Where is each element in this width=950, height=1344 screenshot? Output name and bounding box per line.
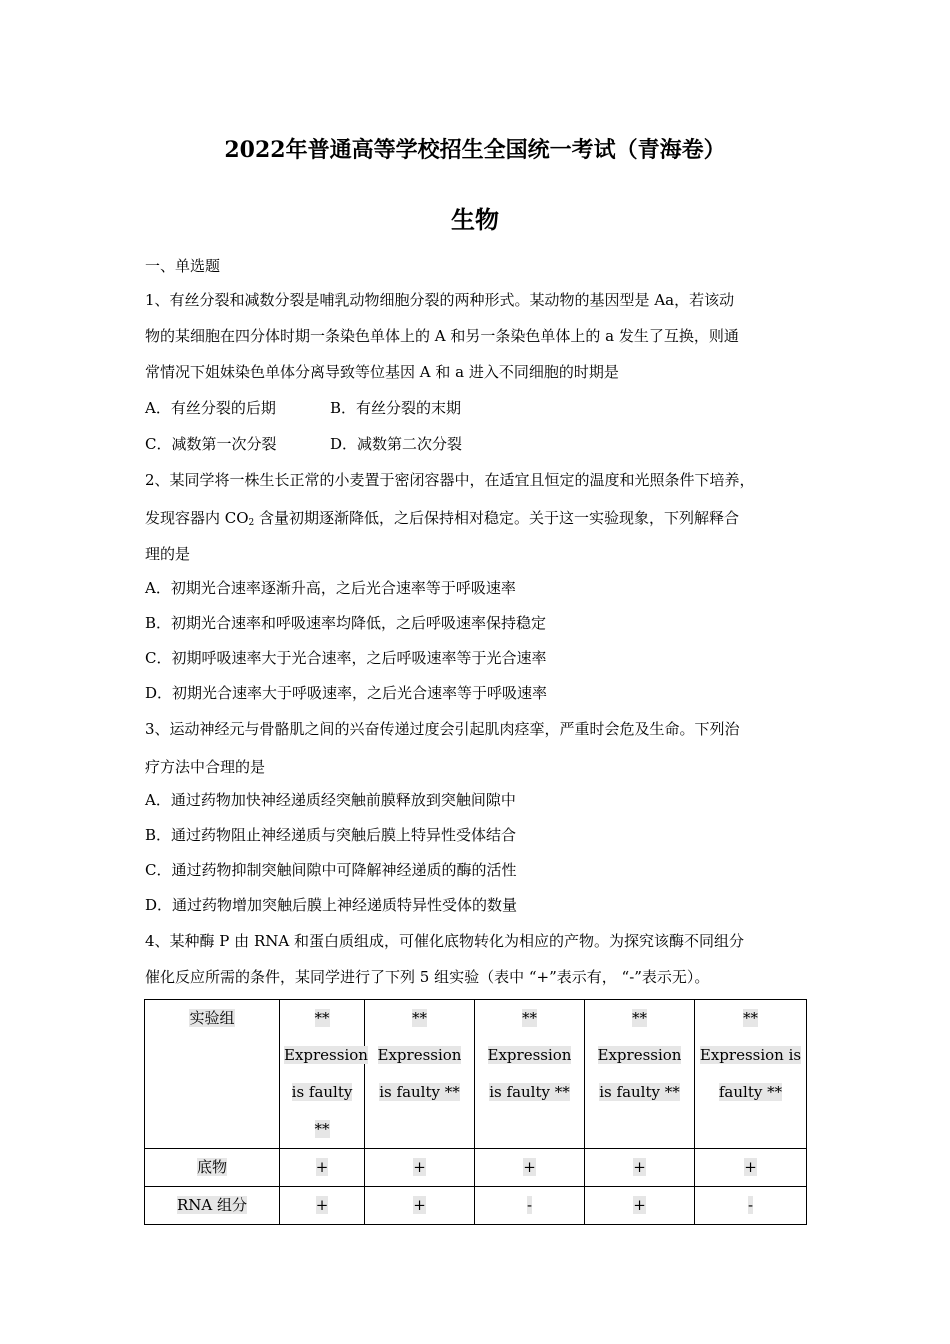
q1-line-1: 1、有丝分裂和减数分裂是哺乳动物细胞分裂的两种形式。某动物的基因型是 Aa，若该动 — [145, 291, 735, 309]
q2-option-a: A．初期光合速率逐渐升高，之后光合速率等于呼吸速率 — [145, 579, 516, 597]
q1-option-b: B．有丝分裂的末期 — [330, 399, 462, 417]
q1-option-c: C．减数第一次分裂 — [145, 435, 277, 453]
q3-line-2: 疗方法中合理的是 — [145, 758, 266, 776]
table-cell: + — [365, 1187, 475, 1225]
q2-option-b: B．初期光合速率和呼吸速率均降低，之后呼吸速率保持稳定 — [145, 614, 547, 632]
section-heading: 一、单选题 — [145, 257, 221, 275]
q2-line-2: 发现容器内 $CO_2$ 含量初期逐渐降低，之后保持相对稳定。关于这一实验现象，下列解释合 — [145, 509, 740, 528]
table-row — [145, 1149, 807, 1187]
q2-line-1: 2、某同学将一株生长正常的小麦置于密闭容器中，在适宜且恒定的温度和光照条件下培养， — [145, 471, 755, 489]
table-cell: - — [475, 1187, 585, 1225]
q3-option-d: D．通过药物增加突触后膜上神经递质特异性受体的数量 — [145, 896, 518, 914]
table-cell: + — [585, 1149, 695, 1187]
table-header-cell: ** Expression is faulty ** — [280, 1000, 365, 1149]
table-header-cell: ** Expression is faulty ** — [585, 1000, 695, 1149]
table-cell: + — [695, 1149, 807, 1187]
table-header-cell: ** Expression is faulty ** — [695, 1000, 807, 1149]
table-header-label: 实验组 — [145, 1000, 280, 1149]
q3-option-b: B．通过药物阻止神经递质与突触后膜上特异性受体结合 — [145, 826, 517, 844]
table-header-cell: ** Expression is faulty ** — [365, 1000, 475, 1149]
table-cell: + — [280, 1149, 365, 1187]
q2-line-3: 理的是 — [145, 545, 191, 563]
table-header-cell: ** Expression is faulty ** — [475, 1000, 585, 1149]
q1-option-a: A．有丝分裂的后期 — [145, 399, 276, 417]
q1-line-2: 物的某细胞在四分体时期一条染色单体上的 A 和另一条染色单体上的 a 发生了互换，则通 — [145, 327, 739, 345]
q1-line-3: 常情况下姐妹染色单体分离导致等位基因 A 和 a 进入不同细胞的时期是 — [145, 363, 619, 381]
table-header-row — [145, 1000, 807, 1149]
exam-title: 2022年普通高等学校招生全国统一考试（青海卷） — [224, 137, 726, 163]
table-row-label: RNA 组分 — [145, 1187, 280, 1225]
table-row-label: 底物 — [145, 1149, 280, 1187]
experiment-table — [144, 999, 807, 1225]
table-cell: + — [585, 1187, 695, 1225]
q2-option-d: D．初期光合速率大于呼吸速率，之后光合速率等于呼吸速率 — [145, 684, 548, 702]
subject-title: 生物 — [451, 205, 499, 234]
table-row — [145, 1187, 807, 1225]
q1-option-d: D．减数第二次分裂 — [330, 435, 463, 453]
q2-option-c: C．初期呼吸速率大于光合速率，之后呼吸速率等于光合速率 — [145, 649, 547, 667]
q3-option-c: C．通过药物抑制突触间隙中可降解神经递质的酶的活性 — [145, 861, 517, 879]
table-cell: + — [475, 1149, 585, 1187]
table-cell: + — [365, 1149, 475, 1187]
table-cell: - — [695, 1187, 807, 1225]
q4-line-1: 4、某种酶 P 由 RNA 和蛋白质组成，可催化底物转化为相应的产物。为探究该酶不同组分 — [145, 932, 744, 950]
q3-line-1: 3、运动神经元与骨骼肌之间的兴奋传递过度会引起肌肉痉挛，严重时会危及生命。下列治 — [145, 720, 740, 738]
table-cell: + — [280, 1187, 365, 1225]
q3-option-a: A．通过药物加快神经递质经突触前膜释放到突触间隙中 — [145, 791, 516, 809]
q4-line-2: 催化反应所需的条件，某同学进行了下列 5 组实验（表中 “+”表示有， “-”表示无）。 — [145, 968, 710, 986]
